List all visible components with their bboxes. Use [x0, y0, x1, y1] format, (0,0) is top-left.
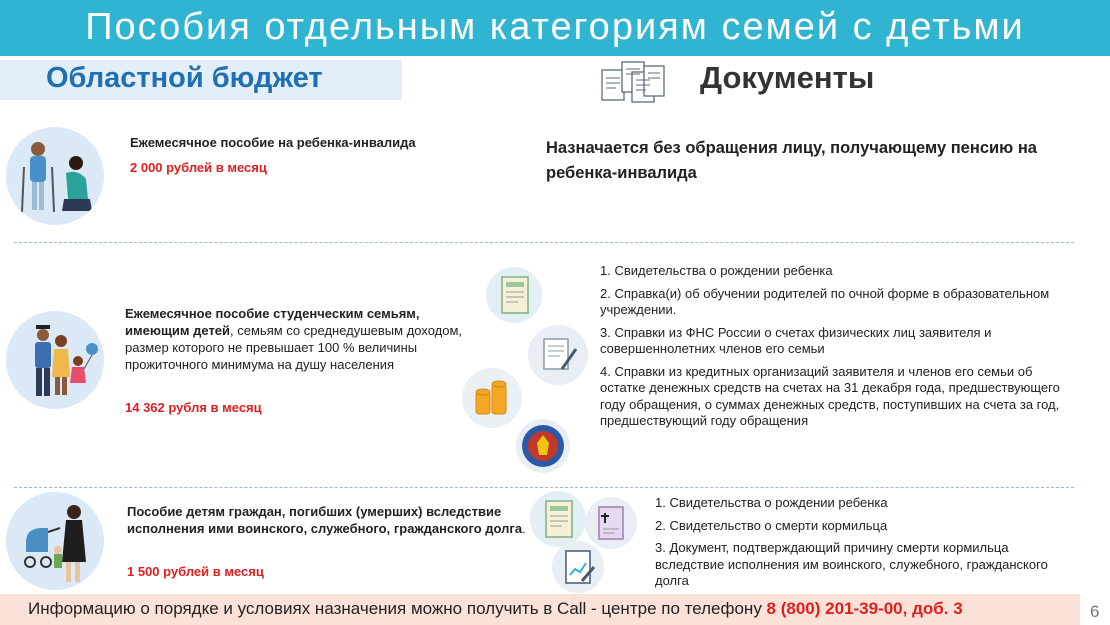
- benefit-2-description: [125, 305, 470, 373]
- title-bar: [0, 0, 1110, 56]
- documents-title: Документы: [700, 60, 875, 95]
- benefit-3-amount: 1 500 рублей в месяц: [127, 564, 264, 579]
- row-divider: [14, 487, 1074, 488]
- row-divider: [14, 242, 1074, 243]
- benefit-2-conditions: , семьям со среднедушевым доходом, размер которого не превышает 100 % величины прожиточного минимума на душу населения: [125, 323, 463, 372]
- benefit-3-title: Пособие детям граждан, погибших (умерших) вследствие исполнения ими воинского, служебного, гражданского долга: [127, 504, 523, 536]
- signing-document-icon: [528, 325, 588, 385]
- birth-certificate-icon: [530, 491, 586, 547]
- page-number: 6: [1090, 602, 1100, 621]
- document-item: 1. Свидетельства о рождении ребенка: [600, 263, 833, 278]
- page-title: Пособия отдельным категориям семей с детьми: [85, 6, 1025, 48]
- benefit-3-documents: [655, 495, 1075, 596]
- document-item: 3. Документ, подтверждающий причину смерти кормильца вследствие исполнения им воинского, служебного, гражданского долга: [655, 540, 1048, 588]
- tax-service-emblem-icon: [516, 419, 570, 473]
- coins-icon: [462, 368, 522, 428]
- documents-icon: [598, 58, 668, 110]
- student-family-icon: [6, 311, 104, 409]
- benefit-2-documents: [600, 263, 1080, 436]
- benefit-2-title: Ежемесячное пособие студенческим семьям, имеющим детей: [125, 306, 420, 338]
- footer-info: [28, 599, 963, 619]
- document-item: 4. Справки из кредитных организаций заявителя и членов его семьи об остатке денежных средств на счетах на 31 декабря года, предшествующего году обращения, о суммах денежных средств, поступивших на счета за год, предшествующий году обращения: [600, 363, 1060, 428]
- section-title-box: [0, 60, 402, 100]
- benefit-1-notice: Назначается без обращения лицу, получающему пенсию на ребенка-инвалида: [546, 139, 1037, 182]
- death-certificate-icon: [585, 497, 637, 549]
- benefit-2-amount: 14 362 рубля в месяц: [125, 400, 262, 415]
- call-center-phone: 8 (800) 201-39-00, доб. 3: [766, 599, 963, 618]
- document-with-chart-icon: [552, 541, 604, 593]
- document-item: 3. Справки из ФНС России о счетах физических лиц заявителя и совершеннолетних членов его семьи: [600, 324, 992, 356]
- birth-certificate-icon: [486, 267, 542, 323]
- document-item: 2. Справка(и) об обучении родителей по очной форме в образовательном учреждении.: [600, 285, 1050, 317]
- benefit-3-title-end: .: [522, 521, 526, 536]
- footer-info-text: Информацию о порядке и условиях назначения можно получить в Call - центре по телефону: [28, 599, 767, 618]
- benefit-3-description: [127, 503, 527, 537]
- benefit-1-amount: 2 000 рублей в месяц: [130, 160, 267, 175]
- document-item: 2. Свидетельство о смерти кормильца: [655, 517, 888, 533]
- section-title: Областной бюджет: [46, 62, 323, 94]
- benefit-1-title: Ежемесячное пособие на ребенка-инвалида: [130, 135, 416, 150]
- caregiver-with-disabled-child-icon: [6, 127, 104, 225]
- footer-bar: [0, 594, 1080, 625]
- document-item: 1. Свидетельства о рождении ребенка: [655, 495, 888, 510]
- mother-with-stroller-icon: [6, 492, 104, 590]
